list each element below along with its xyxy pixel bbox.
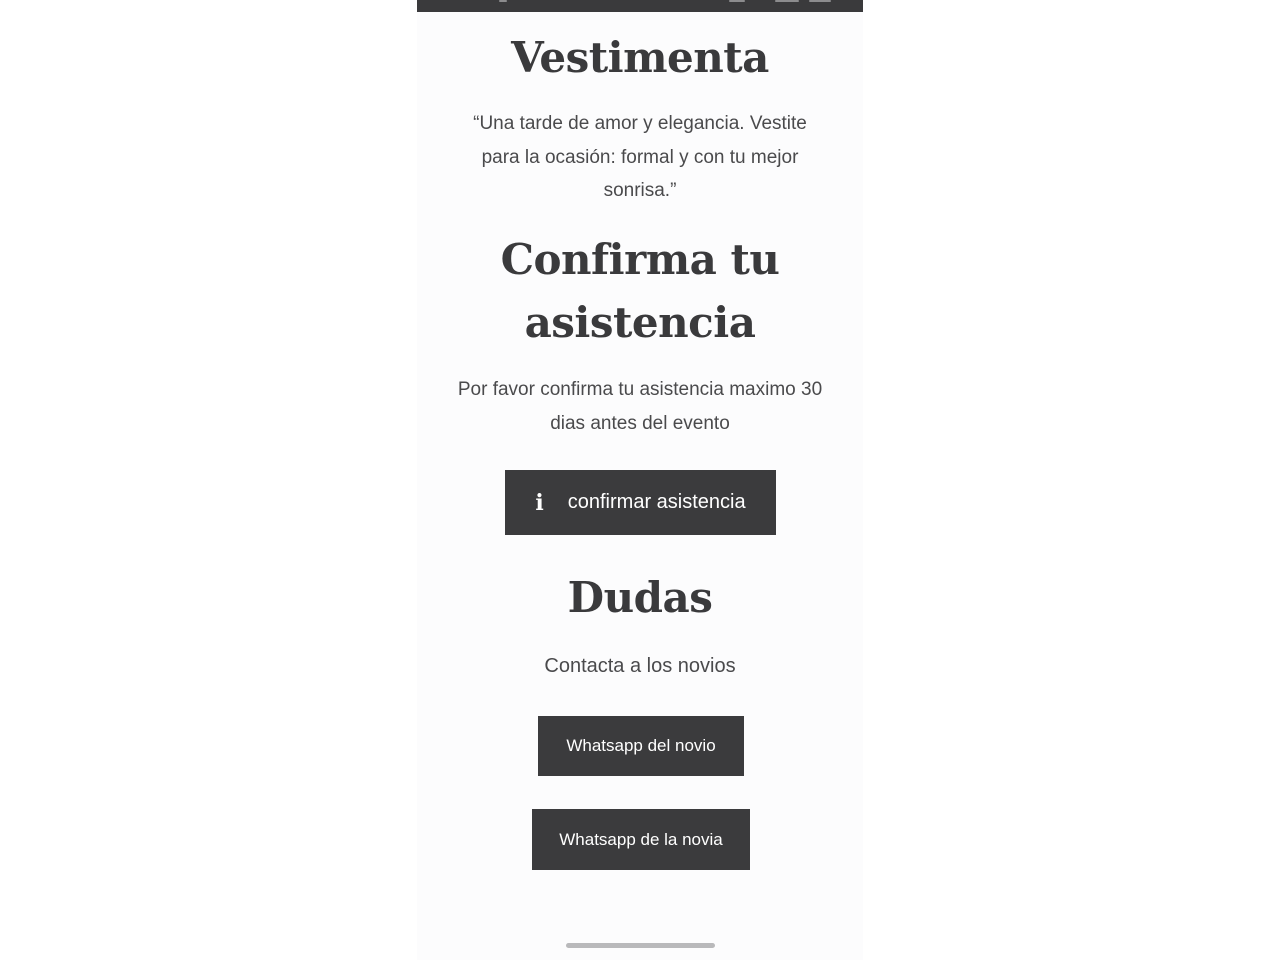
confirm-attendance-button[interactable] (505, 470, 776, 535)
dudas-description: Contacta a los novios (544, 655, 736, 677)
dudas-title: Dudas (567, 573, 713, 622)
vestimenta-title: Vestimenta (511, 33, 769, 82)
status-bar (417, 0, 863, 12)
confirm-attendance-label: confirmar asistencia (567, 491, 746, 513)
rsvp-description: Por favor confirma tu asistencia maximo 30 dias antes del evento (457, 379, 823, 434)
battery-icon (809, 0, 831, 2)
status-clock (775, 0, 799, 2)
whatsapp-groom-label: Whatsapp del novio (566, 736, 716, 755)
info-icon: i (535, 489, 544, 516)
whatsapp-bride-label: Whatsapp de la novia (559, 829, 723, 849)
phone-screen (417, 0, 863, 960)
status-signal-icon (729, 0, 745, 2)
status-notification-icon (499, 0, 507, 2)
whatsapp-bride-button[interactable] (532, 809, 750, 870)
vestimenta-quote: “Una tarde de amor y elegancia. Vestite para la ocasión: formal y con tu mejor sonrisa.” (473, 113, 807, 201)
home-indicator[interactable] (566, 943, 715, 948)
rsvp-title: Confirma tu asistencia (500, 235, 780, 347)
whatsapp-groom-button[interactable] (538, 716, 744, 776)
